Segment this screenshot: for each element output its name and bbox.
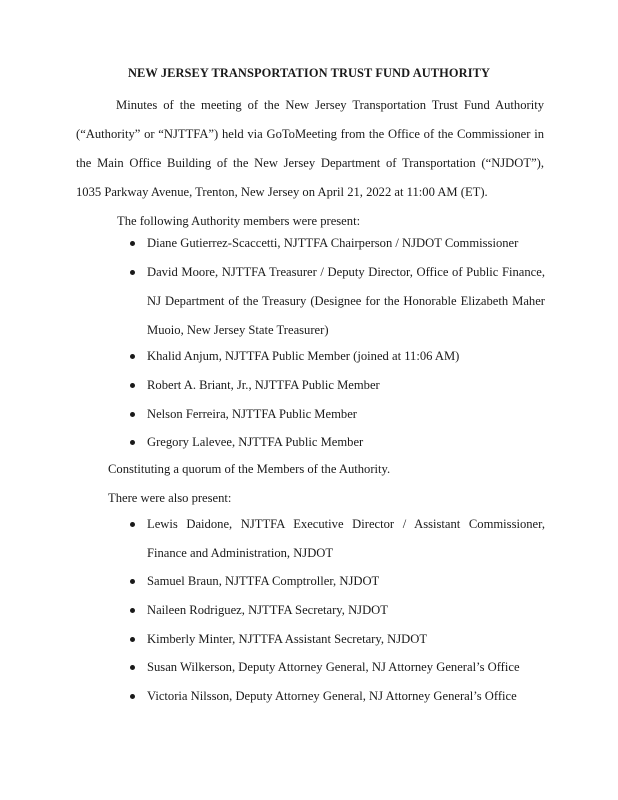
document-title: NEW JERSEY TRANSPORTATION TRUST FUND AUTHORITY: [127, 66, 491, 80]
list-item: Lewis Daidone, NJTTFA Executive Director / Assistant Commissioner, Finance and Administration, NJDOT: [147, 510, 545, 568]
list-item: Naileen Rodriguez, NJTTFA Secretary, NJDOT: [147, 596, 545, 625]
list-item: Robert A. Briant, Jr., NJTTFA Public Member: [147, 371, 545, 400]
list-item: Khalid Anjum, NJTTFA Public Member (joined at 11:06 AM): [147, 342, 545, 371]
intro-paragraph: Minutes of the meeting of the New Jersey Transportation Trust Fund Authority (“Authority” or “NJTTFA”) held via GoToMeeting from the Office of the Commissioner in the Main Office Building of the New Jersey Department of Transportation (“NJDOT”), 1035 Parkway Avenue, Trenton, New Jersey on April 21, 2022 at 11:00 AM (ET).: [76, 98, 544, 199]
others-heading: There were also present:: [108, 491, 232, 505]
list-item: Nelson Ferreira, NJTTFA Public Member: [147, 400, 545, 429]
list-item: Gregory Lalevee, NJTTFA Public Member: [147, 428, 545, 457]
list-item: Diane Gutierrez-Scaccetti, NJTTFA Chairperson / NJDOT Commissioner: [147, 229, 545, 258]
quorum-statement: Constituting a quorum of the Members of the Authority.: [108, 462, 391, 476]
list-item: Susan Wilkerson, Deputy Attorney General, NJ Attorney General’s Office: [147, 653, 545, 682]
list-item: Samuel Braun, NJTTFA Comptroller, NJDOT: [147, 567, 545, 596]
members-heading: The following Authority members were present:: [117, 214, 361, 228]
list-item: David Moore, NJTTFA Treasurer / Deputy Director, Office of Public Finance, NJ Department of the Treasury (Designee for the Honorable Elizabeth Maher Muoio, New Jersey State Treasurer): [147, 258, 545, 345]
list-item: Kimberly Minter, NJTTFA Assistant Secretary, NJDOT: [147, 625, 545, 654]
list-item: Victoria Nilsson, Deputy Attorney General, NJ Attorney General’s Office: [147, 682, 545, 711]
